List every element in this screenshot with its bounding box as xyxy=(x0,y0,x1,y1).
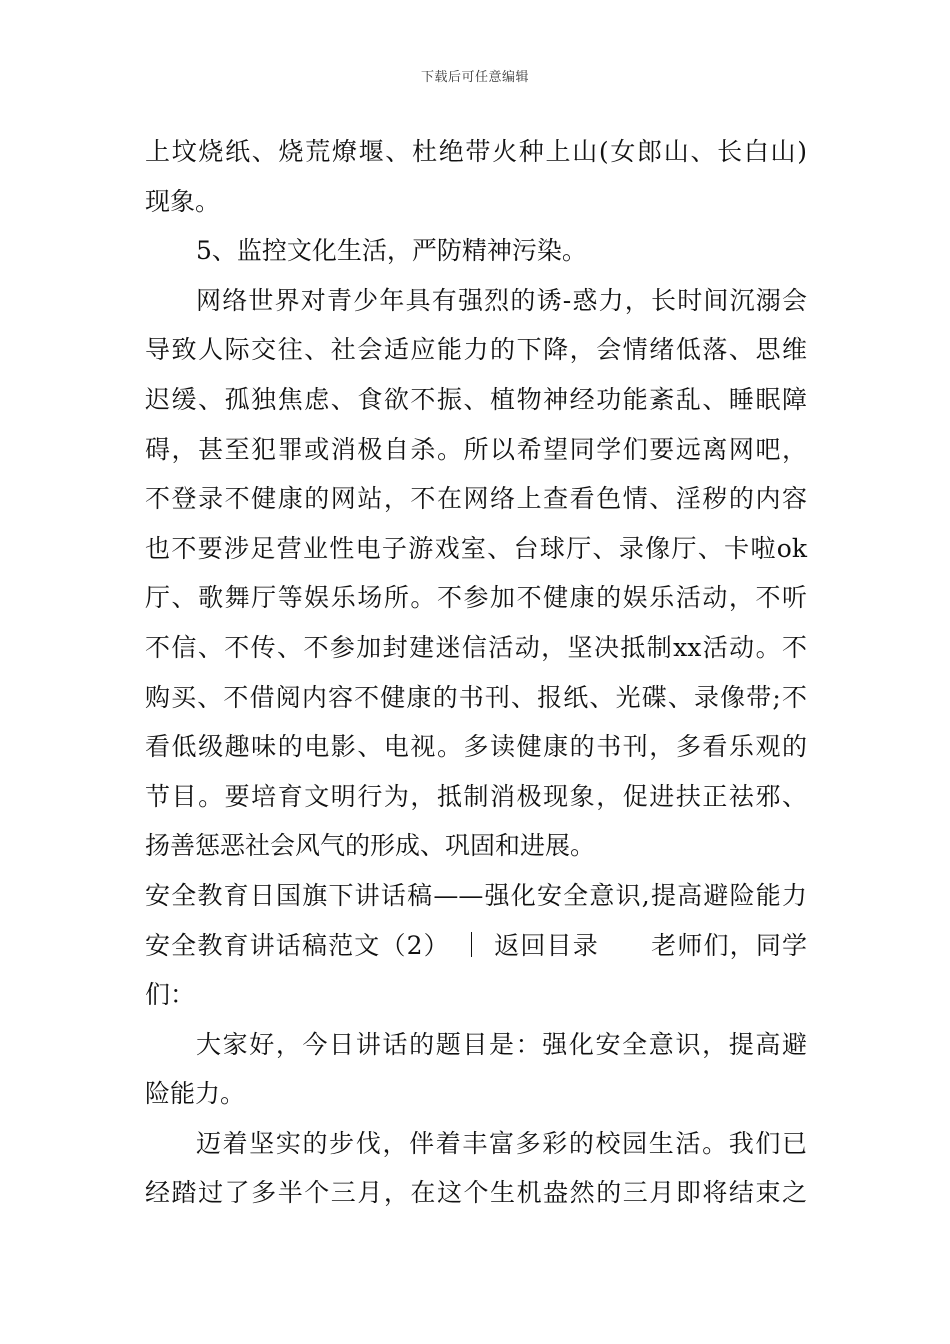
text-line: 不信、不传、不参加封建迷信活动，坚决抵制xx活动。不 xyxy=(145,632,807,662)
text-line: 迟缓、孤独焦虑、食欲不振、植物神经功能紊乱、睡眠障 xyxy=(145,384,807,414)
text-line: 安全教育日国旗下讲话稿——强化安全意识,提高避险能力 xyxy=(145,880,807,910)
text-line: 安全教育讲话稿范文（2） ｜ 返回目录 老师们，同学 xyxy=(145,930,807,960)
text-line: 现象。 xyxy=(145,186,221,216)
text-line: 节目。要培育文明行为，抵制消极现象，促进扶正祛邪、 xyxy=(145,781,807,811)
text-line: 迈着坚实的步伐，伴着丰富多彩的校园生活。我们已 xyxy=(196,1128,807,1158)
text-line: 险能力。 xyxy=(145,1079,246,1109)
text-line: 购买、不借阅内容不健康的书刊、报纸、光碟、录像带;不 xyxy=(145,682,807,712)
text-line: 厅、歌舞厅等娱乐场所。不参加不健康的娱乐活动，不听 xyxy=(145,583,807,613)
text-line: 上坟烧纸、烧荒燎堰、杜绝带火种上山(女郎山、长白山) xyxy=(145,137,807,166)
text-line: 们： xyxy=(145,980,196,1010)
text-line: 经踏过了多半个三月，在这个生机盎然的三月即将结束之 xyxy=(145,1178,807,1208)
text-line: 看低级趣味的电影、电视。多读健康的书刊，多看乐观的 xyxy=(145,732,807,762)
page-header: 下载后可任意编辑 xyxy=(420,70,529,85)
text-line: 扬善惩恶社会风气的形成、巩固和进展。 xyxy=(145,831,596,861)
text-line: 碍，甚至犯罪或消极自杀。所以希望同学们要远离网吧， xyxy=(145,434,807,464)
text-line: 不登录不健康的网站，不在网络上查看色情、淫秽的内容 xyxy=(145,484,807,514)
text-line: 5、监控文化生活，严防精神污染。 xyxy=(196,236,587,266)
text-line: 大家好，今日讲话的题目是：强化安全意识，提高避 xyxy=(196,1029,807,1059)
text-line: 也不要涉足营业性电子游戏室、台球厅、录像厅、卡啦ok xyxy=(145,533,807,563)
text-line: 导致人际交往、社会适应能力的下降，会情绪低落、思维 xyxy=(145,335,807,365)
text-line: 网络世界对青少年具有强烈的诱-惑力，长时间沉溺会 xyxy=(196,285,807,315)
document-body xyxy=(145,127,807,1218)
